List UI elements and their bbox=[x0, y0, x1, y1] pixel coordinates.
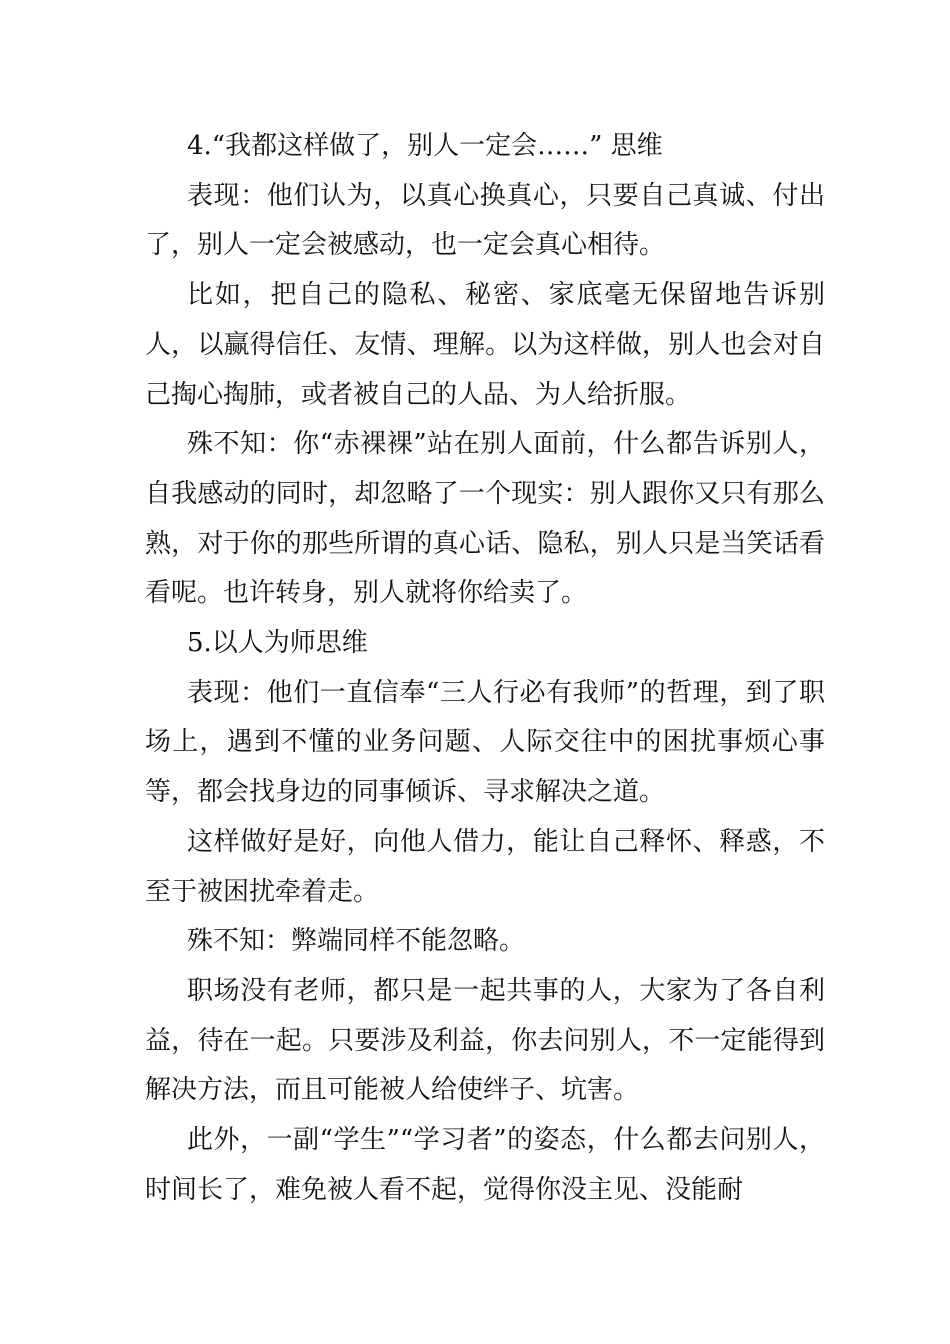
paragraph-workplace-5: 职场没有老师，都只是一起共事的人，大家为了各自利益，待在一起。只要涉及利益，你去问别人，不一定能得到解决方法，而且可能被人给使绊子、坑害。 bbox=[145, 975, 825, 1106]
paragraph-performance-4: 表现：他们认为，以真心换真心，只要自己真诚、付出了，别人一定会被感动，也一定会真心相待。 bbox=[145, 180, 825, 261]
paragraph-caution-5: 殊不知：弊端同样不能忽略。 bbox=[187, 926, 526, 957]
section-heading-4: 4.“我都这样做了，别人一定会……” 思维 bbox=[187, 131, 663, 161]
paragraph-performance-5: 表现：他们一直信奉“三人行必有我师”的哲理，到了职场上，遇到不懂的业务问题、人际交往中的困扰事烦心事等，都会找身边的同事倾诉、寻求解决之道。 bbox=[145, 677, 825, 808]
document-body bbox=[145, 122, 825, 1215]
paragraph-moreover-5: 此外，一副“学生”“学习者”的姿态，什么都去问别人，时间长了，难免被人看不起，觉得你没主见、没能耐 bbox=[145, 1125, 825, 1205]
paragraph-benefit-5: 这样做好是好，向他人借力，能让自己释怀、释惑，不至于被困扰牵着走。 bbox=[145, 826, 825, 907]
paragraph-caution-4: 殊不知：你“赤裸裸”站在别人面前，什么都告诉别人，自我感动的同时，却忽略了一个现实：别人跟你又只有那么熟，对于你的那些所谓的真心话、隐私，别人只是当笑话看看呢。也许转身，别人就将你给卖了。 bbox=[145, 429, 825, 609]
paragraph-example-4: 比如，把自己的隐私、秘密、家底毫无保留地告诉别人，以赢得信任、友情、理解。以为这样做，别人也会对自己掏心掏肺，或者被自己的人品、为人给折服。 bbox=[145, 280, 825, 410]
section-heading-5: 5.以人为师思维 bbox=[187, 628, 368, 659]
